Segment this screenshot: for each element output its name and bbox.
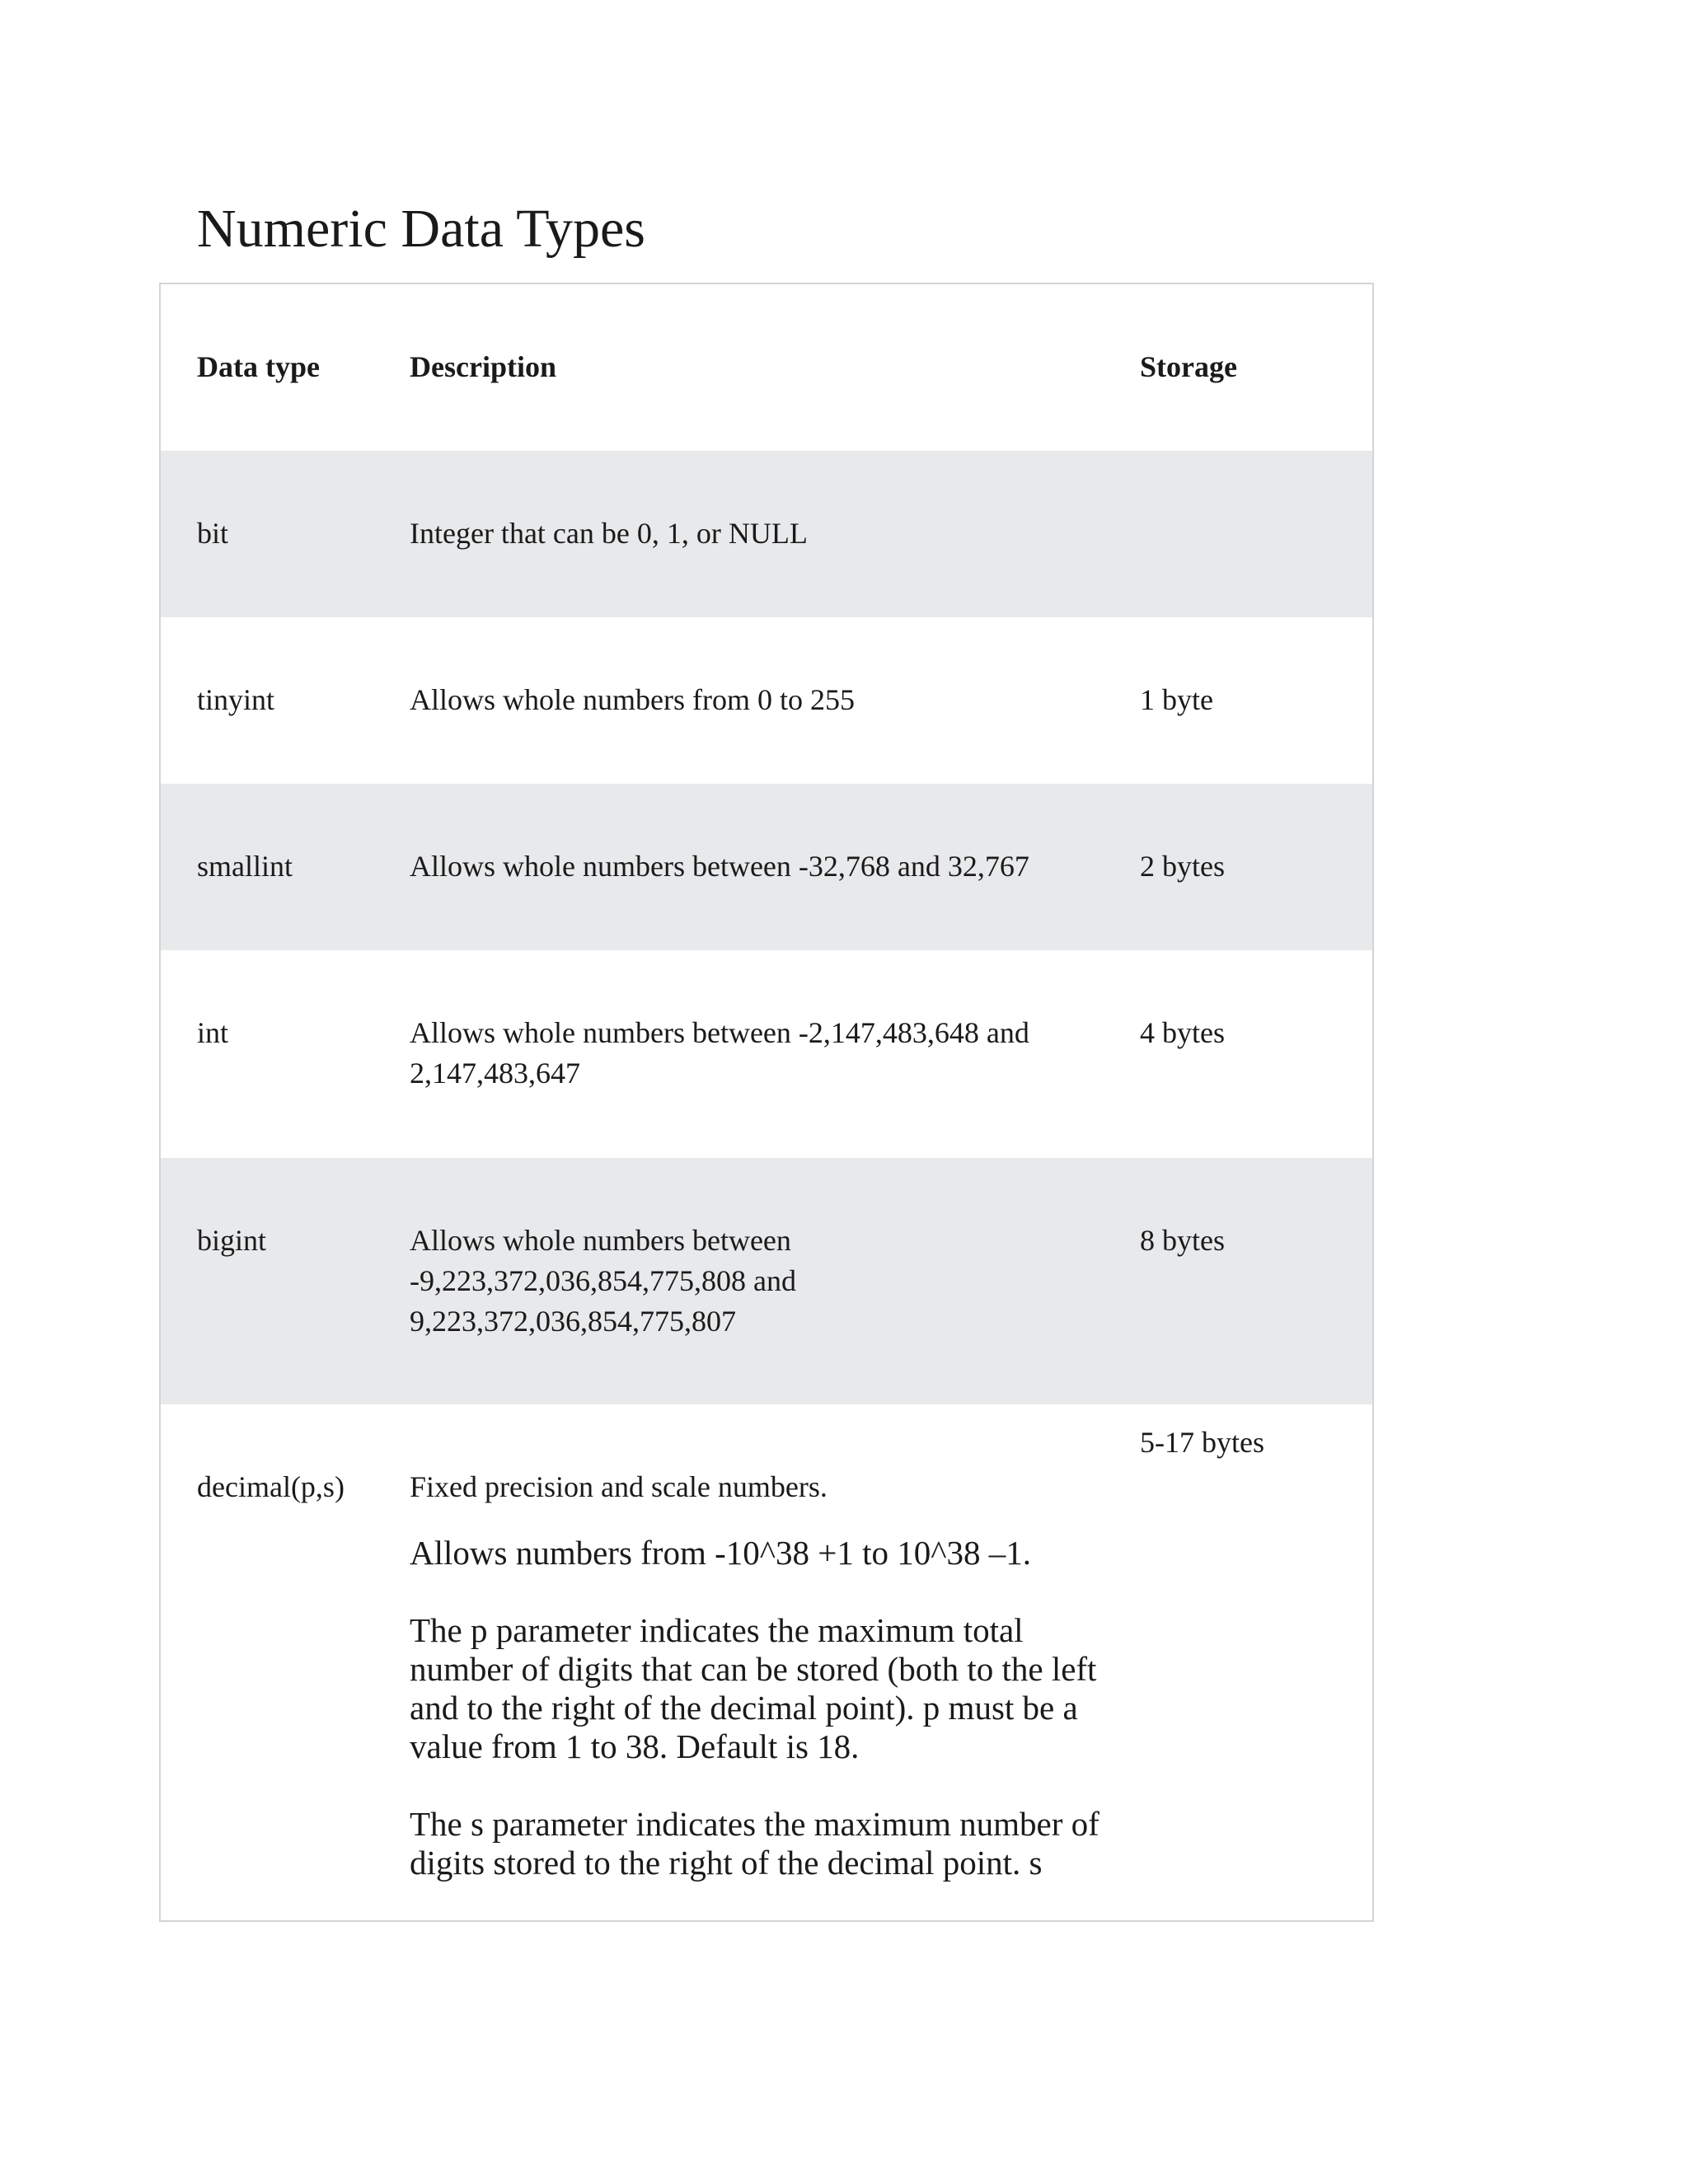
decimal-type-label: decimal(p,s): [197, 1470, 345, 1503]
cell-data-type: int: [197, 1016, 229, 1049]
page-title: Numeric Data Types: [197, 199, 645, 259]
decimal-precision-paragraph: The p parameter indicates the maximum total number of digits that can be stored (both to the left and to the right of the decimal point). p must be a value from 1 to 38. Default is 18.: [410, 1611, 1097, 1765]
cell-data-type: bit: [161, 451, 410, 617]
cell-data-type: smallint: [161, 784, 410, 950]
table-row: [161, 451, 1372, 617]
table-row: [161, 784, 1372, 950]
table-header-row: [161, 284, 1372, 451]
column-header-description: Description: [410, 350, 556, 383]
column-header-data-type: Data type: [197, 350, 320, 383]
cell-description: Allows whole numbers between -9,223,372,036,854,775,808 and 9,223,372,036,854,775,807: [410, 1158, 1140, 1404]
cell-data-type: tinyint: [197, 683, 275, 716]
decimal-storage: 5-17 bytes: [1140, 1426, 1264, 1459]
cell-storage: [1140, 451, 1372, 617]
cell-storage: 4 bytes: [1140, 1016, 1225, 1049]
cell-storage: 2 bytes: [1140, 784, 1372, 950]
decimal-scale-paragraph: The s parameter indicates the maximum number of digits stored to the right of the decimal point. s: [410, 1805, 1100, 1882]
cell-description: Allows whole numbers between -2,147,483,648 and 2,147,483,647: [410, 1016, 1029, 1090]
cell-description: [410, 1404, 1140, 1882]
data-types-table: [159, 283, 1374, 1922]
cell-description: Allows whole numbers between -32,768 and 32,767: [410, 784, 1140, 950]
cell-description: Allows whole numbers from 0 to 255: [410, 683, 855, 716]
column-header-storage: Storage: [1140, 350, 1237, 383]
cell-data-type: bigint: [161, 1158, 410, 1404]
table-row: [161, 950, 1372, 1158]
table-row: [161, 617, 1372, 784]
cell-description: Integer that can be 0, 1, or NULL: [410, 451, 1140, 617]
table-row: [161, 1158, 1372, 1404]
cell-storage: 8 bytes: [1140, 1158, 1372, 1404]
table-row: [161, 1404, 1372, 1882]
cell-storage: [1140, 1404, 1372, 1882]
decimal-description: Fixed precision and scale numbers.: [410, 1470, 828, 1503]
cell-storage: 1 byte: [1140, 683, 1213, 716]
decimal-range-paragraph: Allows numbers from -10^38 +1 to 10^38 –1.: [410, 1534, 1031, 1572]
cell-data-type: [161, 1404, 410, 1882]
